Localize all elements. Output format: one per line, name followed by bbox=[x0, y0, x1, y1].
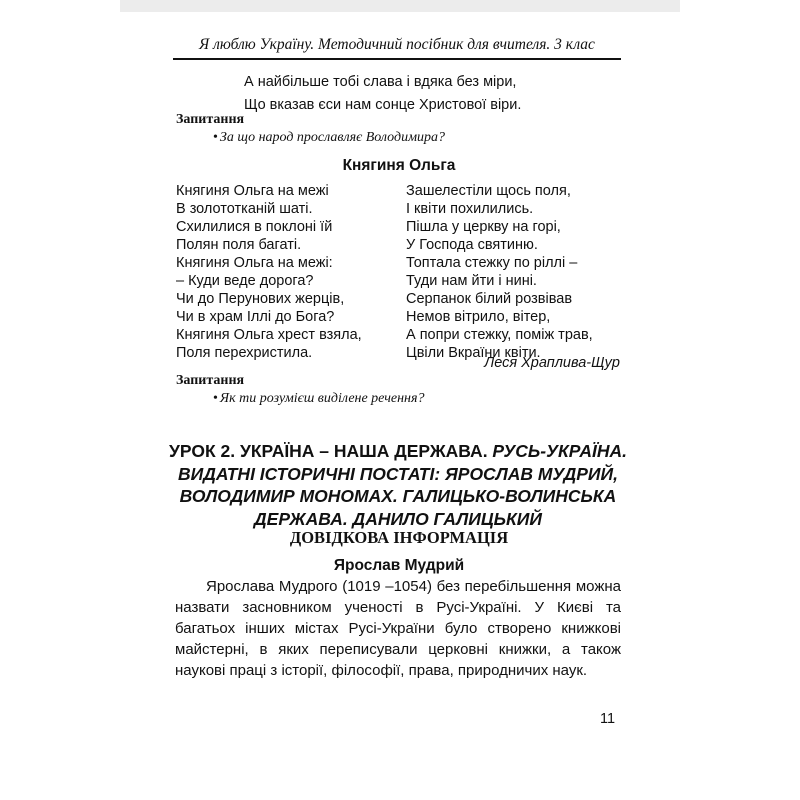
lesson-heading-plain: УРОК 2. УКРАЇНА – НАША ДЕРЖАВА. bbox=[169, 441, 493, 461]
poem-line: А попри стежку, поміж трав, bbox=[406, 327, 593, 343]
poem-line: Княгиня Ольга на межі: bbox=[176, 255, 333, 271]
poem-line: Княгиня Ольга хрест взяла, bbox=[176, 327, 362, 343]
lesson-heading-line-1 bbox=[166, 440, 630, 463]
page-number: 11 bbox=[600, 711, 616, 727]
poem-line: – Куди веде дорога? bbox=[176, 273, 314, 289]
poem-line: В золототканій шаті. bbox=[176, 201, 313, 217]
question-item bbox=[213, 130, 445, 146]
question-text: За що народ прославляє Володимира? bbox=[219, 130, 446, 145]
bio-line: Ярослава Мудрого (1019 –1054) без перебільшення можна bbox=[206, 578, 621, 595]
poem-line: Схилилися в поклоні їй bbox=[176, 219, 333, 235]
running-header: Я люблю Україну. Методичний посібник для вчителя. 3 клас bbox=[173, 34, 621, 60]
poem-line: Чи до Перунових жерців, bbox=[176, 291, 345, 307]
bullet-icon: • bbox=[213, 391, 218, 406]
poem-line: Туди нам йти і нині. bbox=[406, 273, 537, 289]
poem-line: І квіти похилились. bbox=[406, 201, 534, 217]
poem-line: Чи в храм Іллі до Бога? bbox=[176, 309, 335, 325]
top-edge-shadow bbox=[120, 0, 680, 12]
intro-verse-line-1: А найбільше тобі слава і вдяка без міри, bbox=[244, 74, 517, 90]
poem-author: Леся Храплива-Щур bbox=[484, 355, 620, 371]
poem-line: Цвіли Вкраїни квіти. bbox=[406, 345, 541, 361]
poem-right-column bbox=[406, 182, 593, 362]
questions-label: Запитання bbox=[176, 112, 245, 127]
bullet-icon: • bbox=[213, 130, 218, 145]
lesson-heading bbox=[166, 440, 630, 530]
lesson-heading-line-2: ВИДАТНІ ІСТОРИЧНІ ПОСТАТІ: ЯРОСЛАВ МУДРИЙ, bbox=[178, 463, 618, 484]
poem-line: Пішла у церкву на горі, bbox=[406, 219, 561, 235]
poem-line: Серпанок білий розвівав bbox=[406, 291, 573, 307]
bio-title: Ярослав Мудрий bbox=[333, 557, 465, 574]
poem-line: Полян поля багаті. bbox=[176, 237, 302, 253]
lesson-heading-line-4: ДЕРЖАВА. ДАНИЛО ГАЛИЦЬКИЙ bbox=[254, 508, 542, 529]
lesson-heading-italic: РУСЬ-УКРАЇНА. bbox=[492, 441, 627, 461]
question-text: Як ти розумієш виділене речення? bbox=[219, 391, 425, 406]
intro-verse-line-2: Що вказав єси нам сонце Христової віри. bbox=[244, 97, 522, 113]
poem-title: Княгиня Ольга bbox=[342, 157, 456, 174]
bio-line: назвати засновником ученості в Русі-Україні. У Києві та bbox=[175, 599, 621, 616]
bio-line: багатьох інших містах Русі-України було створено книжкові bbox=[175, 620, 621, 637]
bio-line: майстерні, в яких переписували церковні книжки, а також bbox=[175, 641, 621, 658]
poem-line: Княгиня Ольга на межі bbox=[176, 183, 329, 199]
poem-line: Поля перехристила. bbox=[176, 345, 313, 361]
reference-title: ДОВІДКОВА ІНФОРМАЦІЯ bbox=[289, 528, 509, 547]
lesson-heading-line-3: ВОЛОДИМИР МОНОМАХ. ГАЛИЦЬКО-ВОЛИНСЬКА bbox=[179, 486, 617, 506]
questions-label: Запитання bbox=[176, 373, 245, 388]
question-item bbox=[213, 391, 425, 407]
poem-line: Зашелестіли щось поля, bbox=[406, 183, 571, 199]
poem-line: Немов вітрило, вітер, bbox=[406, 309, 551, 325]
bio-line: наукові праці з історії, філософії, права, природничих наук. bbox=[175, 662, 588, 679]
bio-paragraph bbox=[175, 576, 621, 681]
poem-line: Топтала стежку по ріллі – bbox=[406, 255, 578, 271]
poem-line: У Господа святиню. bbox=[406, 237, 538, 253]
poem-left-column bbox=[176, 182, 362, 362]
